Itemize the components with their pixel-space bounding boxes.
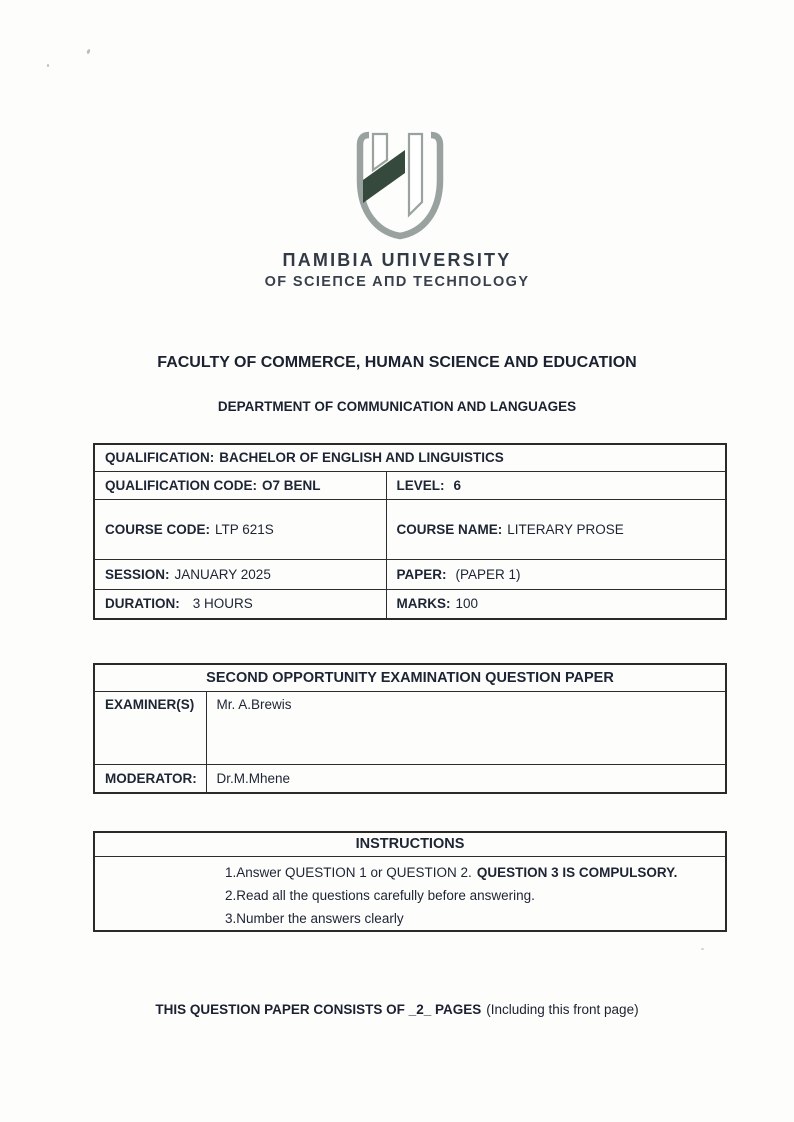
- instruction-text: 1.Answer QUESTION 1 or QUESTION 2.: [225, 864, 472, 880]
- page-count-normal: (Including this front page): [486, 1002, 639, 1017]
- moderator-value: Dr.M.Mhene: [206, 764, 726, 793]
- department-heading: DEPARTMENT OF COMMUNICATION AND LANGUAGES: [217, 399, 577, 414]
- exam-paper-table: [93, 663, 727, 794]
- session-label: SESSION:: [105, 566, 170, 582]
- instruction-bold-text: QUESTION 3 IS COMPULSORY.: [476, 864, 678, 880]
- duration-label: DURATION:: [105, 596, 180, 612]
- qualification-code-label: QUALIFICATION CODE:: [105, 477, 257, 493]
- faculty-heading: FACULTY OF COMMERCE, HUMAN SCIENCE AND EDUCATION: [157, 354, 637, 371]
- instruction-item: [225, 907, 719, 930]
- scan-artifact: [47, 64, 49, 67]
- duration-value: 3 HOURS: [192, 596, 253, 612]
- course-name-label: COURSE NAME:: [396, 521, 503, 537]
- level-label: LEVEL:: [396, 477, 445, 493]
- course-code-label: COURSE CODE:: [105, 521, 211, 537]
- university-wordmark-subtitle: OF SCIEΠCE AΠD TECHΠOLOGY: [264, 274, 530, 290]
- paper-cell: [386, 559, 726, 589]
- scan-artifact: [701, 948, 704, 950]
- scan-artifact: [86, 49, 91, 55]
- moderator-label: MODERATOR:: [94, 764, 206, 793]
- instruction-text: 2.Read all the questions carefully before answering.: [225, 887, 535, 903]
- exam-paper-title: SECOND OPPORTUNITY EXAMINATION QUESTION PAPER: [94, 664, 726, 691]
- qualification-code-cell: [94, 471, 386, 499]
- duration-cell: [94, 589, 386, 619]
- marks-cell: [386, 589, 726, 619]
- course-info-table: [93, 443, 727, 620]
- course-code-cell: [94, 499, 386, 559]
- paper-label: PAPER:: [396, 566, 447, 582]
- nust-logo-shield-icon: [348, 130, 452, 242]
- instructions-body: [94, 856, 726, 931]
- page-count-bold: THIS QUESTION PAPER CONSISTS OF _2_ PAGES: [155, 1002, 482, 1017]
- instructions-title: INSTRUCTIONS: [94, 832, 726, 856]
- qualification-label: QUALIFICATION:: [105, 450, 215, 466]
- examiner-value: Mr. A.Brewis: [206, 691, 726, 764]
- marks-value: 100: [455, 596, 479, 612]
- course-name-cell: [386, 499, 726, 559]
- logo-right-bar: [409, 134, 422, 215]
- instruction-text: 3.Number the answers clearly: [225, 910, 404, 926]
- qualification-code-value: O7 BENL: [262, 477, 321, 493]
- level-value: 6: [453, 477, 462, 493]
- session-value: JANUARY 2025: [174, 566, 271, 582]
- paper-value: (PAPER 1): [455, 566, 521, 582]
- level-cell: [386, 471, 726, 499]
- instruction-item: [225, 861, 719, 884]
- qualification-value: BACHELOR OF ENGLISH AND LINGUISTICS: [219, 450, 504, 466]
- marks-label: MARKS:: [396, 596, 451, 612]
- university-wordmark: ΠAMIBIA UΠIVERSITY: [282, 250, 512, 270]
- page-count-note: [0, 1002, 794, 1017]
- instruction-item: [225, 884, 719, 907]
- examiner-label: EXAMINER(S): [94, 691, 206, 764]
- session-cell: [94, 559, 386, 589]
- course-code-value: LTP 621S: [215, 521, 274, 537]
- course-name-value: LITERARY PROSE: [507, 521, 624, 537]
- qualification-cell: [94, 444, 726, 471]
- instructions-table: [93, 831, 727, 932]
